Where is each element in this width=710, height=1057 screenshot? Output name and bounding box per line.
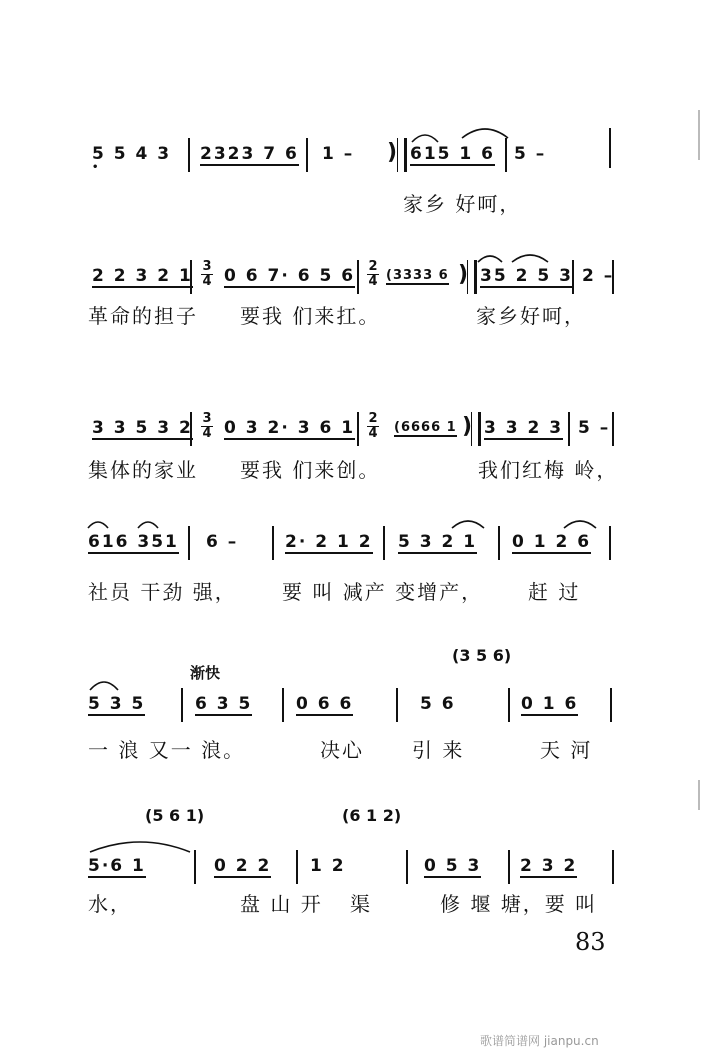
notation-line: [0, 140, 710, 180]
barline: [272, 526, 274, 560]
lyric-3: 赶 过: [528, 580, 581, 604]
barline: [383, 526, 385, 560]
barline: [190, 412, 192, 446]
barline: [296, 850, 298, 884]
lyric-2: 要我 们来创。: [240, 458, 381, 482]
barline: [282, 688, 284, 722]
measure-2: 0 6 7· 6 5 6: [224, 266, 356, 286]
low-octave-dot: •: [92, 162, 101, 173]
measure-3: (6666 1: [394, 420, 457, 435]
barline: [508, 850, 510, 884]
double-barline: [467, 260, 477, 294]
page-number: 83: [575, 928, 606, 956]
lyric-2: 盘 山 开: [240, 892, 323, 916]
lyric-2: 要我 们来扛。: [240, 304, 381, 328]
notation-line: [0, 411, 710, 454]
tempo-marking: 渐快: [190, 664, 221, 682]
barline: [194, 850, 196, 884]
measure-5: 2 –: [582, 266, 615, 286]
measure-3: 1 –: [322, 144, 355, 164]
barline: [572, 260, 574, 294]
measure-4: 0 5 3: [424, 856, 482, 876]
barline: [612, 260, 614, 294]
measure-5: 0 1 6: [521, 694, 579, 714]
barline: [188, 526, 190, 560]
time-signature: 2 4: [368, 411, 378, 441]
measure-4: 5 6: [420, 694, 456, 714]
lyric-1: 家乡 好呵，: [403, 192, 522, 216]
lyric-1: 社员 干劲 强，: [88, 580, 237, 604]
lyric-4: 修 堰 塘，要 叫: [440, 892, 598, 916]
measure-1: 5 3 5: [88, 694, 146, 714]
barline: [357, 412, 359, 446]
measure-2: 6 3 5: [195, 694, 253, 714]
barline: [190, 260, 192, 294]
close-paren: ): [462, 414, 475, 439]
measure-2: 6 –: [206, 532, 239, 552]
page-edge-mark: [698, 110, 700, 160]
lyric-4: 天 河: [540, 738, 593, 762]
measure-2: 2323 7 6: [200, 144, 299, 164]
measure-5: 5 –: [578, 418, 611, 438]
time-signature: 3 4: [202, 259, 212, 289]
measure-3: 0 6 6: [296, 694, 354, 714]
notation-line: [0, 690, 710, 730]
ornament-notes: (3 5 6): [452, 646, 512, 665]
measure-3: (3333 6: [386, 268, 449, 283]
measure-4: 615 1 6: [410, 144, 495, 164]
barline: [357, 260, 359, 294]
ornament-notes-1: (5 6 1): [145, 806, 205, 825]
time-signature: 2 4: [368, 259, 378, 289]
measure-5: 2 3 2: [520, 856, 578, 876]
measure-4: 5 3 2 1: [398, 532, 478, 552]
close-paren: ): [387, 140, 400, 165]
lyric-3: 引 来: [412, 738, 465, 762]
watermark: 歌谱简谱网 jianpu.cn: [480, 1034, 599, 1048]
measure-1: 3 3 5 3 2: [92, 418, 193, 438]
measure-3: 1 2: [310, 856, 346, 876]
lyric-1: 集体的家业: [88, 458, 198, 482]
barline: [188, 138, 190, 172]
measure-4: 35 2 5 3: [480, 266, 573, 286]
notation-line: [0, 528, 710, 568]
barline: [609, 128, 611, 168]
lyric-3: 家乡好呵，: [476, 304, 586, 328]
lyric-3: 我们红梅 岭，: [478, 458, 619, 482]
double-barline: [471, 412, 481, 446]
measure-1: 616 351: [88, 532, 179, 552]
barline: [505, 138, 507, 172]
barline: [612, 850, 614, 884]
barline: [306, 138, 308, 172]
barline: [396, 688, 398, 722]
measure-2: 0 3 2· 3 6 1: [224, 418, 356, 438]
barline: [609, 526, 611, 560]
measure-1: 5·6 1: [88, 856, 146, 876]
measure-5: 0 1 2 6: [512, 532, 592, 552]
barline: [406, 850, 408, 884]
measure-4: 3 3 2 3: [484, 418, 564, 438]
barline: [610, 688, 612, 722]
barline: [498, 526, 500, 560]
lyric-1: 一 浪 又一 浪。: [88, 738, 246, 762]
ornament-notes-2: (6 1 2): [342, 806, 402, 825]
lyric-2: 要 叫 减产 变增产，: [282, 580, 484, 604]
close-paren: ): [458, 262, 471, 287]
lyric-1: 革命的担子: [88, 304, 198, 328]
measure-3: 2· 2 1 2: [285, 532, 373, 552]
barline: [612, 412, 614, 446]
time-signature: 3 4: [202, 411, 212, 441]
barline: [508, 688, 510, 722]
lyric-1: 水，: [88, 892, 132, 916]
measure-5: 5 –: [514, 144, 547, 164]
barline: [181, 688, 183, 722]
page-edge-mark: [698, 780, 700, 810]
notation-line: [0, 852, 710, 892]
measure-1: 2 2 3 2 1: [92, 266, 193, 286]
barline: [568, 412, 570, 446]
lyric-2: 决心: [320, 738, 364, 762]
measure-2: 0 2 2: [214, 856, 272, 876]
notation-line: [0, 259, 710, 302]
measure-1: 5 5 4 3: [92, 144, 172, 164]
double-barline: [397, 138, 407, 172]
lyric-3: 渠: [350, 892, 372, 916]
